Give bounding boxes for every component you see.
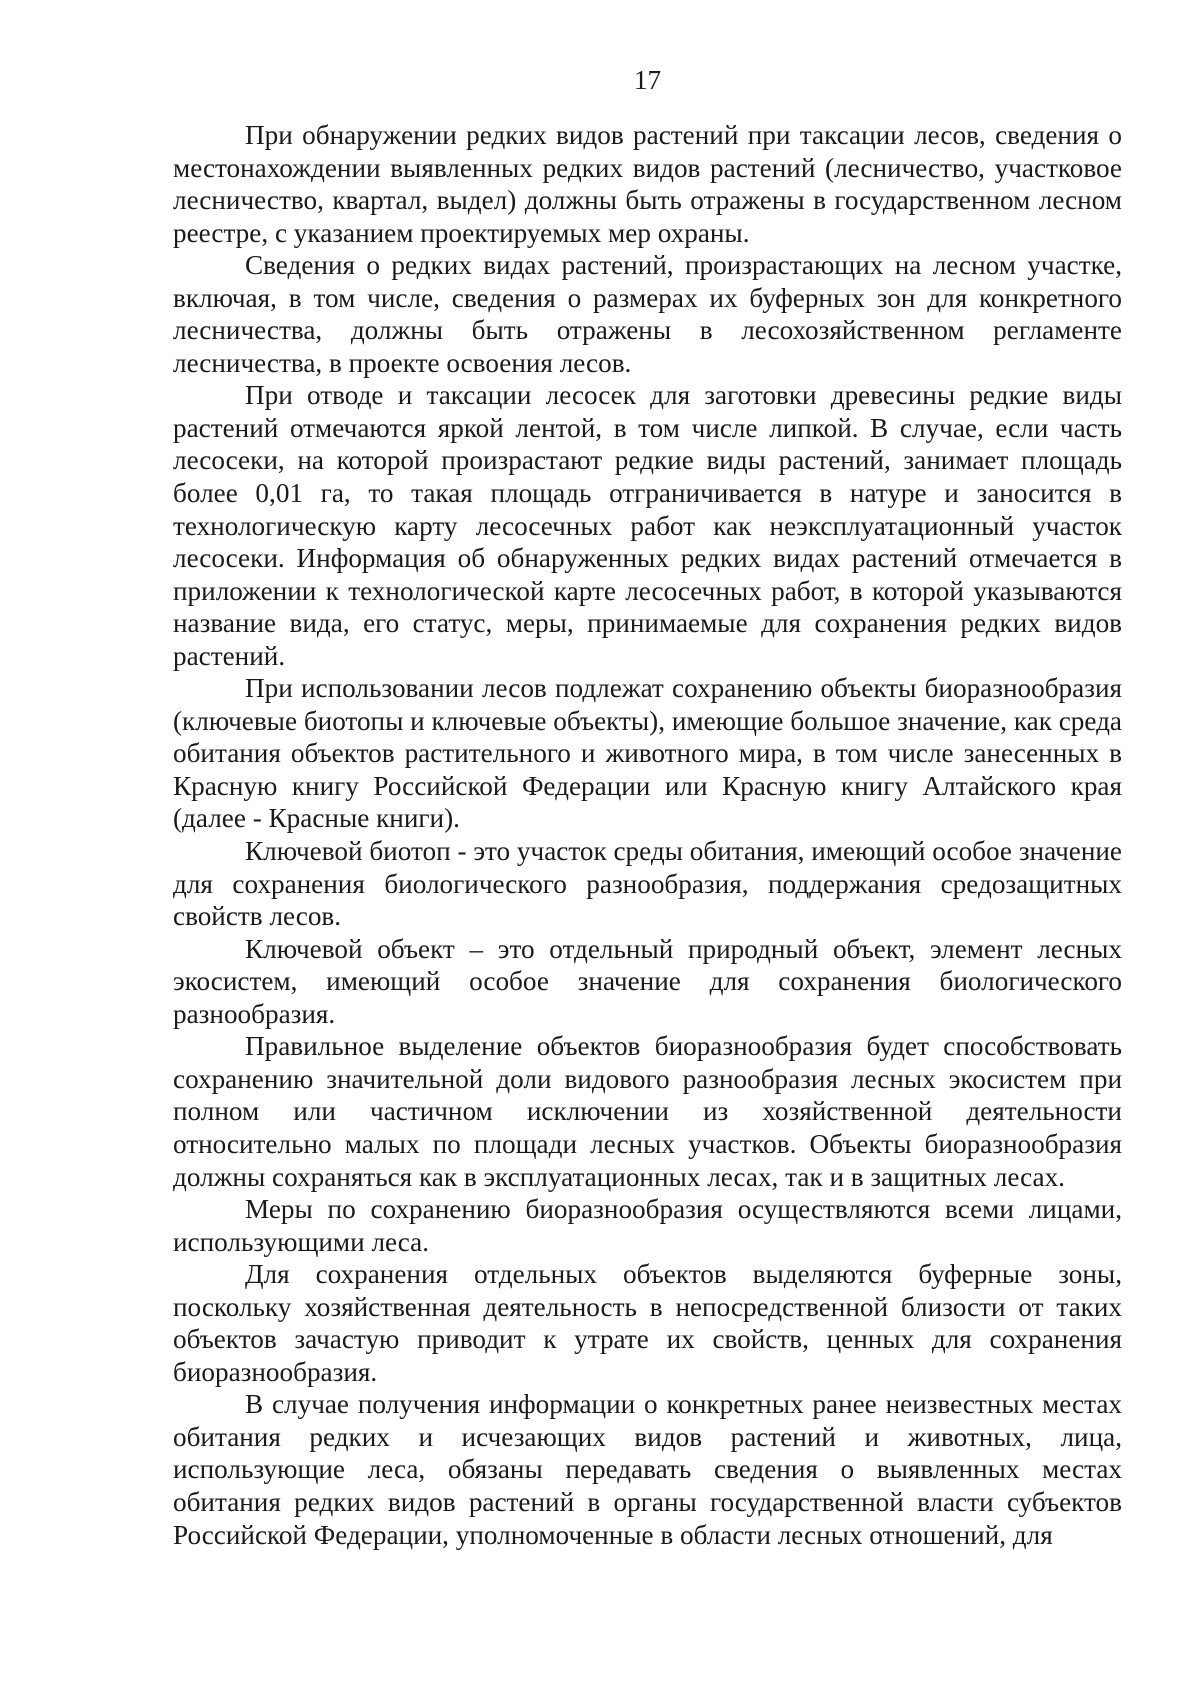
paragraph-correct-allocation: Правильное выделение объектов биоразнообразия будет способствовать сохранению значительной доли видового разнообразия лесных экосистем при полном или частичном исключении из хозяйственной деятельности относительно малых по площади лесных участков. Объекты биоразнообразия должны сохраняться как в эксплуатационных лесах, так и в защитных лесах.	[173, 1031, 1122, 1192]
paragraph-biodiversity-objects: При использовании лесов подлежат сохранению объекты биоразнообразия (ключевые биотопы и ключевые объекты), имеющие большое значение, как среда обитания объектов растительного и животного мира, в том числе занесенных в Красную книгу Российской Федерации или Красную книгу Алтайского края (далее - Красные книги).	[173, 673, 1122, 834]
paragraph-buffer-zones: Для сохранения отдельных объектов выделяются буферные зоны, поскольку хозяйственная деятельность в непосредственной близости от таких объектов зачастую приводит к утрате их свойств, ценных для сохранения биоразнообразия.	[173, 1259, 1122, 1387]
paragraph-rare-plants-taxation: При обнаружении редких видов растений при таксации лесов, сведения о местонахождении выявленных редких видов растений (лесничество, участковое лесничество, квартал, выдел) должны быть отражены в государственном лесном реестре, с указанием проектируемых мер охраны.	[173, 120, 1122, 248]
paragraph-new-habitats-reporting: В случае получения информации о конкретных ранее неизвестных местах обитания редких и исчезающих видов растений и животных, лица, использующие леса, обязаны передавать сведения о выявленных местах обитания редких видов растений в органы государственной власти субъектов Российской Федерации, уполномоченные в области лесных отношений, для	[173, 1389, 1122, 1550]
paragraph-conservation-measures: Меры по сохранению биоразнообразия осуществляются всеми лицами, использующими леса.	[173, 1194, 1122, 1257]
page-number: 17	[633, 65, 662, 95]
paragraph-key-biotope-definition: Ключевой биотоп - это участок среды обитания, имеющий особое значение для сохранения биологического разнообразия, поддержания средозащитных свойств лесов.	[173, 836, 1122, 932]
document-page	[173, 64, 1122, 1551]
paragraph-cutting-area-allotment: При отводе и таксации лесосек для заготовки древесины редкие виды растений отмечаются яркой лентой, в том числе липкой. В случае, если часть лесосеки, на которой произрастают редкие виды растений, занимает площадь более 0,01 га, то такая площадь отграничивается в натуре и заносится в технологическую карту лесосечных работ как неэксплуатационный участок лесосеки. Информация об обнаруженных редких видах растений отмечается в приложении к технологической карте лесосечных работ, в которой указываются название вида, его статус, меры, принимаемые для сохранения редких видов растений.	[173, 380, 1122, 671]
paragraph-rare-plants-reglament: Сведения о редких видах растений, произрастающих на лесном участке, включая, в том числе, сведения о размерах их буферных зон для конкретного лесничества, должны быть отражены в лесохозяйственном регламенте лесничества, в проекте освоения лесов.	[173, 250, 1122, 378]
paragraph-key-object-definition: Ключевой объект – это отдельный природный объект, элемент лесных экосистем, имеющий особое значение для сохранения биологического разнообразия.	[173, 933, 1122, 1029]
